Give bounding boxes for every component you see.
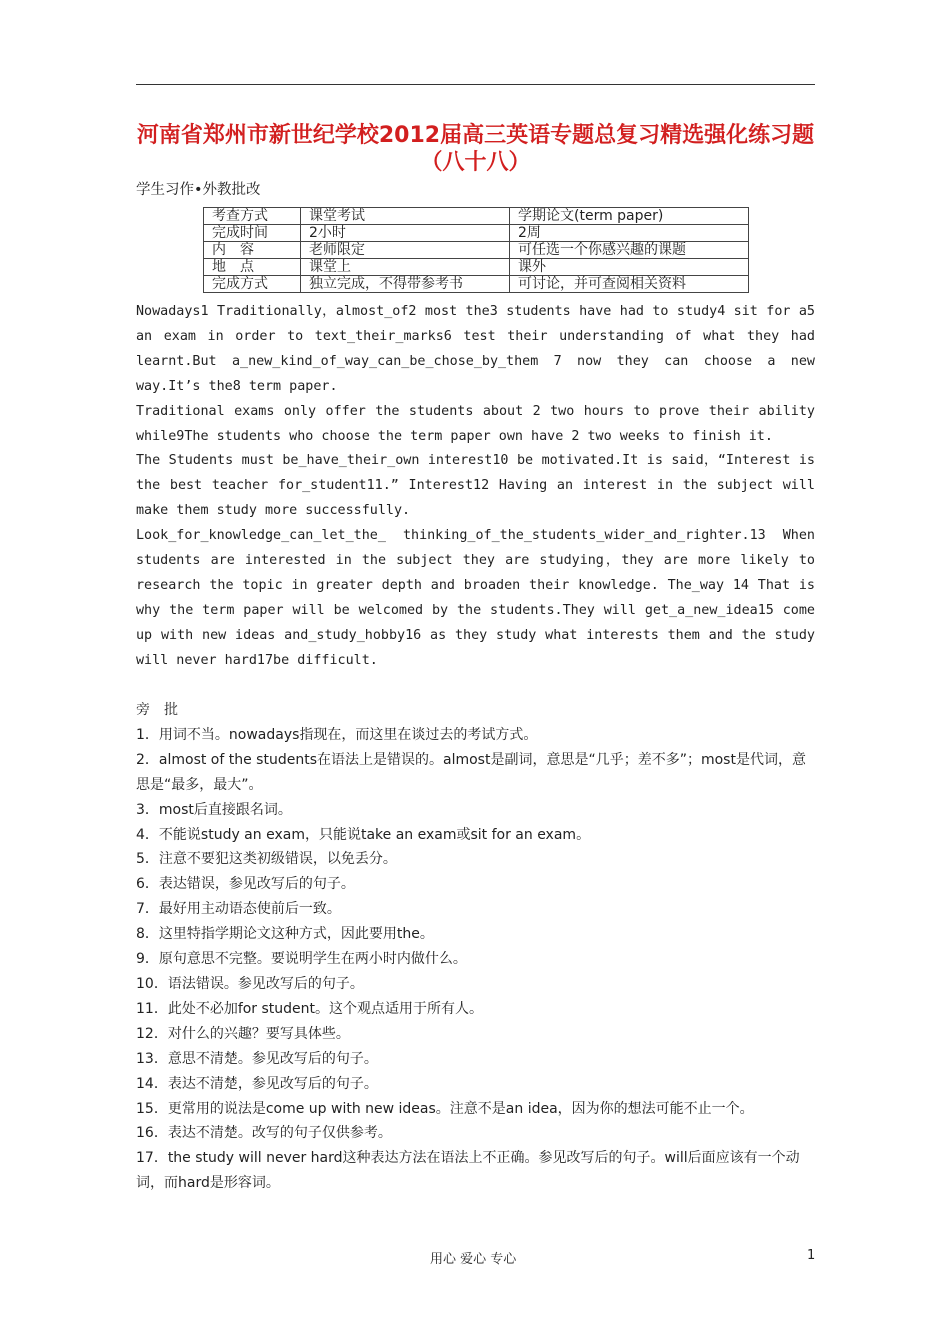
table-cell: 2小时 (301, 225, 510, 242)
essay-paragraph: Traditional exams only offer the students about 2 two hours to prove their ability while9The students who choose the term paper own have 2 two weeks to finish it. (136, 403, 815, 444)
note-item: 8．这里特指学期论文这种方式，因此要用the。 (136, 926, 434, 943)
notes-heading: 旁 批 (136, 702, 178, 718)
note-item: 13．意思不清楚。参见改写后的句子。 (136, 1050, 378, 1067)
table-row (204, 225, 749, 242)
note-item: 10．语法错误。参见改写后的句子。 (136, 975, 364, 992)
essay-paragraph: The Students must be_have_their_own interest10 be motivated.It is said，“Interest is the best teacher for_student11.” Interest12 Having an interest in the subject will make them study more successfully. (136, 453, 815, 519)
essay-paragraph: Look_for_knowledge_can_let_the_ thinking_of_the_students_wider_and_righter.13 When students are interested in the subject they are studying，they are more likely to research the topic in greater depth and broaden their knowledge. The_way 14 That is why the term paper will be welcomed by the students.They will get_a_new_idea15 come up with new ideas and_study_hobby16 as they study what interests them and the study will never hard17be difficult. (136, 528, 815, 668)
table-cell: 课堂上 (301, 259, 510, 276)
table-cell: 独立完成，不得带参考书 (301, 276, 510, 293)
table-cell: 可任选一个你感兴趣的课题 (510, 242, 749, 259)
table-row (204, 276, 749, 293)
note-item: 5．注意不要犯这类初级错误，以免丢分。 (136, 851, 397, 868)
table-cell: 内 容 (204, 242, 301, 259)
note-item: 14．表达不清楚，参见改写后的句子。 (136, 1075, 378, 1092)
table-cell: 完成方式 (204, 276, 301, 293)
note-item: 1．用词不当。nowadays指现在，而这里在谈过去的考试方式。 (136, 726, 538, 743)
footer-motto: 用心 爱心 专心 (430, 1252, 517, 1267)
table-cell: 学期论文(term paper) (510, 208, 749, 225)
note-item: 12．对什么的兴趣？要写具体些。 (136, 1025, 350, 1042)
table-cell: 可讨论，并可查阅相关资料 (510, 276, 749, 293)
table-row (204, 208, 749, 225)
note-item: 9．原句意思不完整。要说明学生在两小时内做什么。 (136, 951, 467, 968)
note-item: 16．表达不清楚。改写的句子仅供参考。 (136, 1125, 392, 1142)
table-cell: 完成时间 (204, 225, 301, 242)
note-item: 15．更常用的说法是come up with new ideas。注意不是an idea，因为你的想法可能不止一个。 (136, 1100, 754, 1117)
comparison-table (203, 207, 749, 293)
table-cell: 课堂考试 (301, 208, 510, 225)
table-cell: 地 点 (204, 259, 301, 276)
table-cell: 老师限定 (301, 242, 510, 259)
header-rule (136, 84, 815, 85)
note-item: 6．表达错误，参见改写后的句子。 (136, 876, 355, 893)
page-number: 1 (807, 1248, 816, 1263)
table-row (204, 242, 749, 259)
table-cell: 课外 (510, 259, 749, 276)
note-item: 7．最好用主动语态使前后一致。 (136, 901, 341, 918)
note-item: 17．the study will never hard这种表达方法在语法上不正确。参见改写后的句子。will后面应该有一个动词，而hard是形容词。 (136, 1150, 800, 1192)
table-cell: 考查方式 (204, 208, 301, 225)
student-essay (136, 300, 815, 674)
note-item: 2．almost of the students在语法上是错误的。almost是副词，意思是“几乎；差不多”；most是代词，意思是“最多，最大”。 (136, 751, 806, 793)
page-title: 河南省郑州市新世纪学校2012届高三英语专题总复习精选强化练习题（八十八） (136, 123, 815, 175)
note-item: 4．不能说study an exam，只能说take an exam或sit for an exam。 (136, 826, 591, 843)
table-cell: 2周 (510, 225, 749, 242)
note-item: 3．most后直接跟名词。 (136, 801, 292, 818)
margin-notes (136, 698, 815, 1196)
section-subtitle: 学生习作•外教批改 (136, 182, 261, 198)
essay-paragraph: Nowadays1 Traditionally，almost_of2 most the3 students have had to study4 sit for a5 an exam in order to text_their_marks6 test their understanding of what they had learnt.But a_new_kind_of_way_can_be_chose_by_them 7 now they can choose a new way.It’s the8 term paper. (136, 304, 815, 394)
note-item: 11．此处不必加for student。这个观点适用于所有人。 (136, 1000, 484, 1017)
table-row (204, 259, 749, 276)
